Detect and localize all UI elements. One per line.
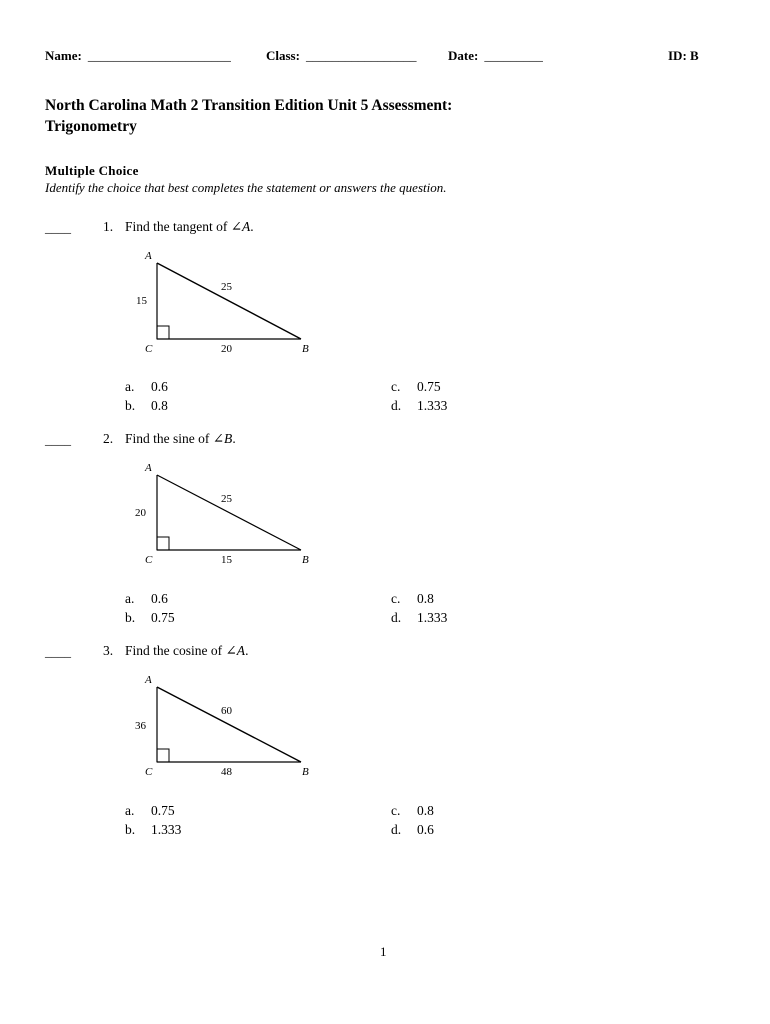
choice-value: 0.6 bbox=[417, 822, 434, 837]
prompt-text: Find the tangent of bbox=[125, 219, 231, 234]
section-heading: Multiple Choice bbox=[45, 163, 139, 178]
choice-a[interactable] bbox=[125, 379, 168, 395]
choice-c[interactable] bbox=[391, 803, 434, 819]
choice-letter: b. bbox=[125, 610, 136, 625]
prompt-text: Find the sine of bbox=[125, 431, 213, 446]
angle-label: ∠B bbox=[212, 431, 233, 446]
choice-letter: a. bbox=[125, 803, 135, 818]
choice-value: 0.75 bbox=[151, 610, 175, 625]
side-ac-label: 36 bbox=[135, 720, 146, 732]
name-label: Name: bbox=[45, 48, 82, 63]
choice-value: 1.333 bbox=[417, 610, 448, 625]
choice-value: 0.6 bbox=[151, 379, 168, 394]
choice-value: 0.8 bbox=[417, 591, 434, 606]
vertex-c-label: C bbox=[145, 766, 153, 778]
date-blank: _________ bbox=[484, 48, 543, 63]
question-number: 1. bbox=[103, 219, 114, 234]
choice-value: 1.333 bbox=[417, 398, 448, 413]
choice-value: 1.333 bbox=[151, 822, 182, 837]
side-cb-label: 20 bbox=[221, 343, 232, 355]
choice-b[interactable] bbox=[125, 610, 175, 626]
name-blank: ______________________ bbox=[87, 48, 231, 63]
side-cb-label: 15 bbox=[221, 554, 232, 566]
side-ab-label: 60 bbox=[221, 705, 232, 717]
vertex-a-label: A bbox=[145, 674, 152, 686]
title-line-2: Trigonometry bbox=[45, 118, 137, 135]
triangle-figure bbox=[125, 250, 325, 360]
choice-d[interactable] bbox=[391, 610, 447, 626]
choice-b[interactable] bbox=[125, 398, 168, 414]
title-line-1: North Carolina Math 2 Transition Edition Unit 5 Assessment: bbox=[45, 97, 453, 114]
side-ac-label: 20 bbox=[135, 507, 146, 519]
side-cb-label: 48 bbox=[221, 766, 232, 778]
choice-value: 0.8 bbox=[417, 803, 434, 818]
vertex-b-label: B bbox=[302, 343, 309, 355]
class-label: Class: bbox=[266, 48, 300, 63]
side-ac-label: 15 bbox=[136, 295, 147, 307]
choice-letter: a. bbox=[125, 591, 135, 606]
right-angle-mark bbox=[157, 326, 169, 339]
triangle-figure bbox=[125, 462, 325, 572]
test-id: ID: B bbox=[668, 48, 699, 63]
right-angle-mark bbox=[157, 749, 169, 762]
side-ab-line bbox=[157, 687, 301, 762]
vertex-b-label: B bbox=[302, 554, 309, 566]
choice-d[interactable] bbox=[391, 822, 434, 838]
choice-c[interactable] bbox=[391, 591, 434, 607]
section-instructions: Identify the choice that best completes the statement or answers the question. bbox=[45, 180, 447, 195]
vertex-c-label: C bbox=[145, 343, 153, 355]
page-title bbox=[45, 95, 645, 137]
answer-blank: ____ bbox=[45, 432, 71, 447]
choice-letter: c. bbox=[391, 379, 401, 394]
choice-value: 0.6 bbox=[151, 591, 168, 606]
choice-letter: c. bbox=[391, 803, 401, 818]
question-number: 2. bbox=[103, 431, 114, 446]
choice-letter: d. bbox=[391, 610, 402, 625]
question-prompt bbox=[125, 431, 236, 447]
class-field bbox=[266, 48, 416, 64]
question-number: 3. bbox=[103, 643, 114, 658]
choice-value: 0.8 bbox=[151, 398, 168, 413]
triangle-figure bbox=[125, 674, 325, 784]
prompt-end: . bbox=[232, 431, 236, 446]
answer-blank: ____ bbox=[45, 220, 71, 235]
side-ab-label: 25 bbox=[221, 493, 232, 505]
prompt-text: Find the cosine of bbox=[125, 643, 226, 658]
side-ab-line bbox=[157, 475, 301, 550]
vertex-a-label: A bbox=[145, 462, 152, 474]
side-ab-line bbox=[157, 263, 301, 339]
prompt-end: . bbox=[245, 643, 249, 658]
question-prompt bbox=[125, 219, 254, 235]
question-prompt bbox=[125, 643, 248, 659]
side-ab-label: 25 bbox=[221, 281, 232, 293]
choice-letter: c. bbox=[391, 591, 401, 606]
name-field bbox=[45, 48, 231, 64]
choice-value: 0.75 bbox=[151, 803, 175, 818]
choice-a[interactable] bbox=[125, 803, 175, 819]
vertex-a-label: A bbox=[145, 250, 152, 262]
choice-value: 0.75 bbox=[417, 379, 441, 394]
answer-blank: ____ bbox=[45, 644, 71, 659]
vertex-b-label: B bbox=[302, 766, 309, 778]
choice-d[interactable] bbox=[391, 398, 447, 414]
choice-letter: b. bbox=[125, 822, 136, 837]
page-number: 1 bbox=[380, 944, 387, 959]
vertex-c-label: C bbox=[145, 554, 153, 566]
angle-label: ∠A bbox=[225, 643, 246, 658]
date-label: Date: bbox=[448, 48, 479, 63]
angle-label: ∠A bbox=[230, 219, 251, 234]
class-blank: _________________ bbox=[305, 48, 417, 63]
date-field bbox=[448, 48, 543, 64]
choice-c[interactable] bbox=[391, 379, 441, 395]
choice-a[interactable] bbox=[125, 591, 168, 607]
choice-letter: b. bbox=[125, 398, 136, 413]
choice-letter: d. bbox=[391, 398, 402, 413]
right-angle-mark bbox=[157, 537, 169, 550]
prompt-end: . bbox=[250, 219, 254, 234]
choice-b[interactable] bbox=[125, 822, 181, 838]
choice-letter: d. bbox=[391, 822, 402, 837]
choice-letter: a. bbox=[125, 379, 135, 394]
